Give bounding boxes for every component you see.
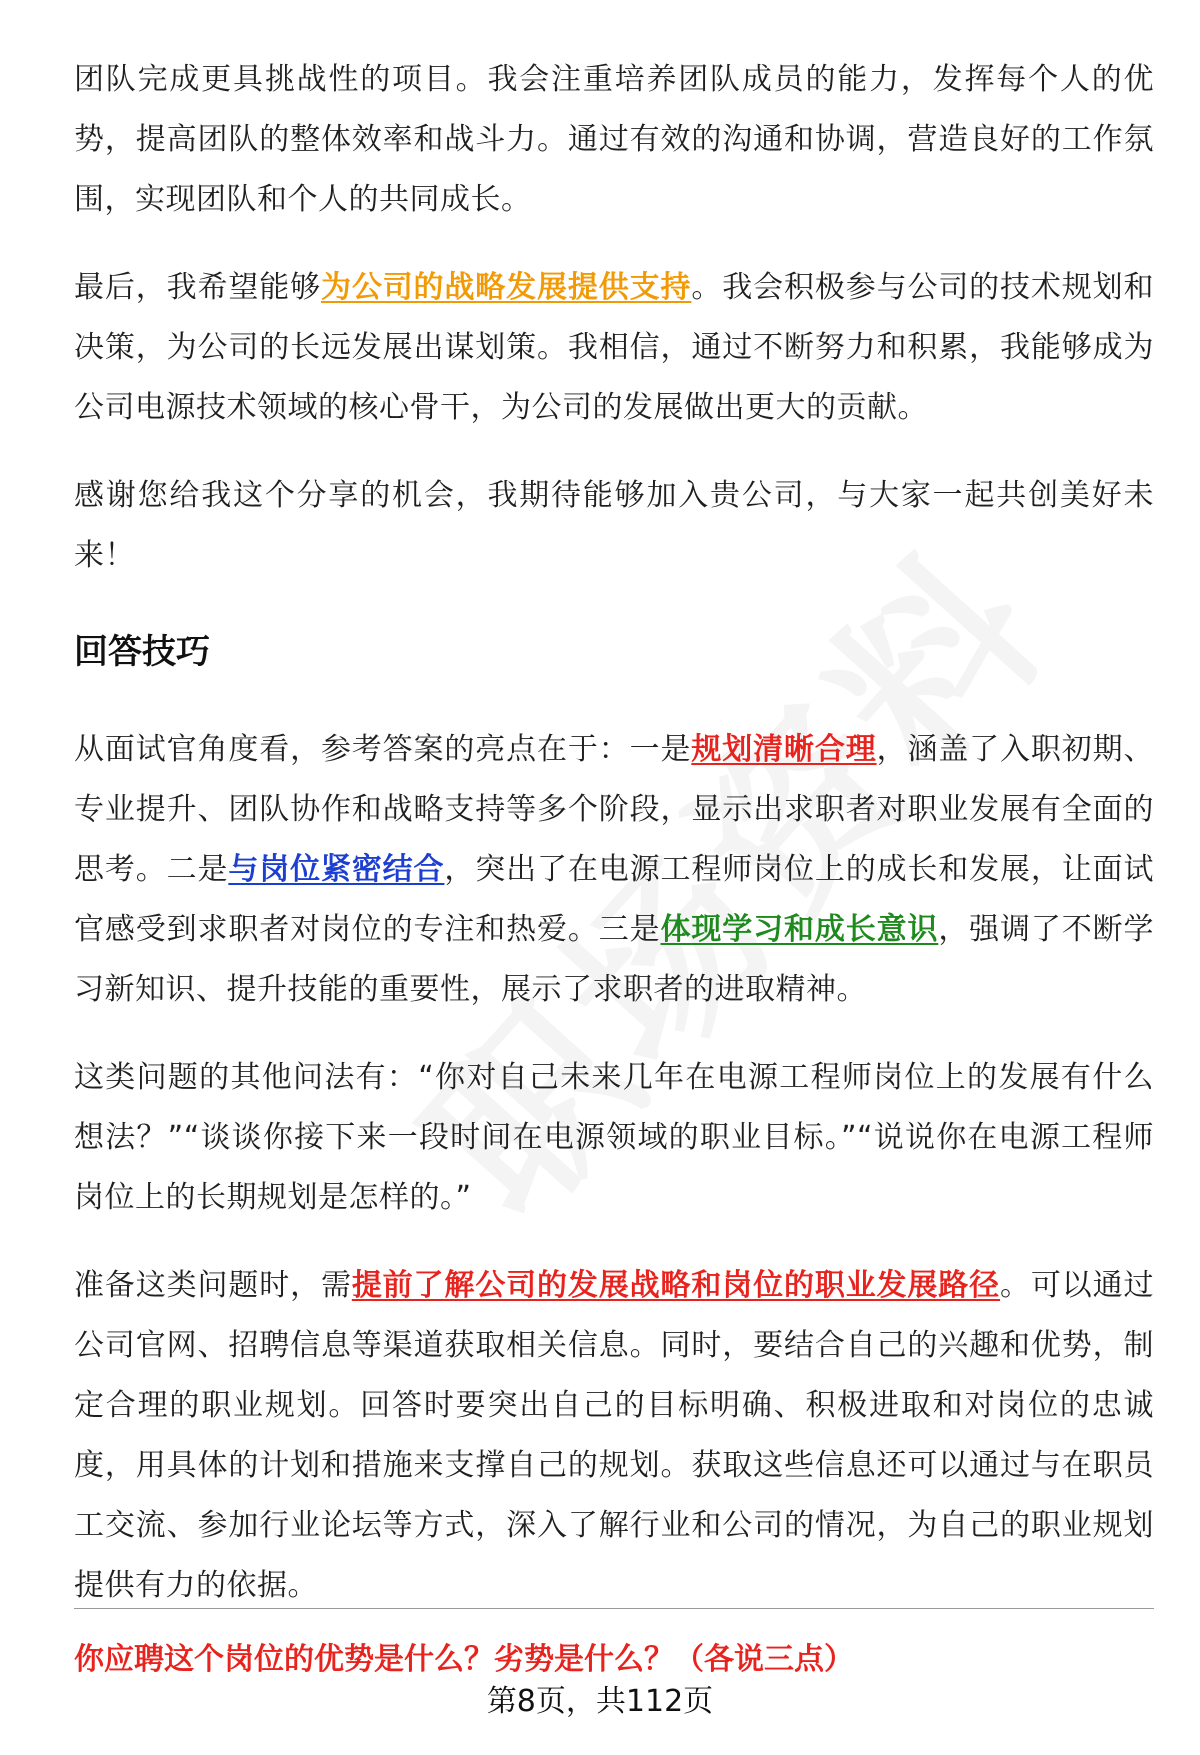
paragraph-alternative-questions: 这类问题的其他问法有：“你对自己未来几年在电源工程师岗位上的发展有什么想法？”“谈谈你接下来一段时间在电源领域的职业目标。”“说说你在电源工程师岗位上的长期规划是怎样的。” bbox=[74, 1060, 1154, 1215]
page-number: 第8页，共112页 bbox=[486, 1684, 714, 1719]
text-segment: ，涵盖了入职初期、专业提升、团队协作和战略支持等多个阶段，显示出求职者对职业发展有全面的思考。二是 bbox=[74, 732, 1155, 887]
highlight-learning-growth: 体现学习和成长意识 bbox=[660, 912, 939, 947]
paragraph-preparation bbox=[74, 1256, 1154, 1616]
paragraph-thanks: 感谢您给我这个分享的机会，我期待能够加入贵公司，与大家一起共创美好未来！ bbox=[74, 478, 1154, 573]
paragraph-team-growth: 团队完成更具挑战性的项目。我会注重培养团队成员的能力，发挥每个人的优势，提高团队的整体效率和战斗力。通过有效的沟通和协调，营造良好的工作氛围，实现团队和个人的共同成长。 bbox=[74, 62, 1154, 217]
next-question-title: 你应聘这个岗位的优势是什么？劣势是什么？（各说三点） bbox=[74, 1642, 854, 1677]
text-segment: ，强调了不断学习新知识、提升技能的重要性，展示了求职者的进取精神。 bbox=[74, 912, 1155, 1007]
highlight-clear-plan: 规划清晰合理 bbox=[691, 732, 877, 767]
paragraph-strategy-support bbox=[74, 258, 1154, 438]
text-segment: 准备这类问题时，需 bbox=[74, 1268, 352, 1303]
text-segment: 。可以通过公司官网、招聘信息等渠道获取相关信息。同时，要结合自己的兴趣和优势，制定合理的职业规划。回答时要突出自己的目标明确、积极进取和对岗位的忠诚度，用具体的计划和措施来支撑自己的规划。获取这些信息还可以通过与在职员工交流、参加行业论坛等方式，深入了解行业和公司的情况，为自己的职业规划提供有力的依据。 bbox=[74, 1268, 1155, 1603]
highlight-strategy-support: 为公司的战略发展提供支持 bbox=[320, 270, 692, 305]
text-segment: 最后，我希望能够 bbox=[74, 270, 321, 305]
text-segment: ，突出了在电源工程师岗位上的成长和发展，让面试官感受到求职者对岗位的专注和热爱。三是 bbox=[74, 852, 1155, 947]
highlight-company-strategy: 提前了解公司的发展战略和岗位的职业发展路径 bbox=[351, 1268, 1001, 1303]
text-segment: 。我会积极参与公司的技术规划和决策，为公司的长远发展出谋划策。我相信，通过不断努力和积累，我能够成为公司电源技术领域的核心骨干，为公司的发展做出更大的贡献。 bbox=[74, 270, 1155, 425]
highlight-job-fit: 与岗位紧密结合 bbox=[228, 852, 445, 887]
paragraph-interviewer-view bbox=[74, 720, 1154, 1020]
section-divider bbox=[74, 1608, 1154, 1609]
document-content bbox=[74, 50, 1154, 1644]
section-heading-answer-tips: 回答技巧 bbox=[74, 632, 210, 672]
text-segment: 从面试官角度看，参考答案的亮点在于：一是 bbox=[74, 732, 692, 767]
